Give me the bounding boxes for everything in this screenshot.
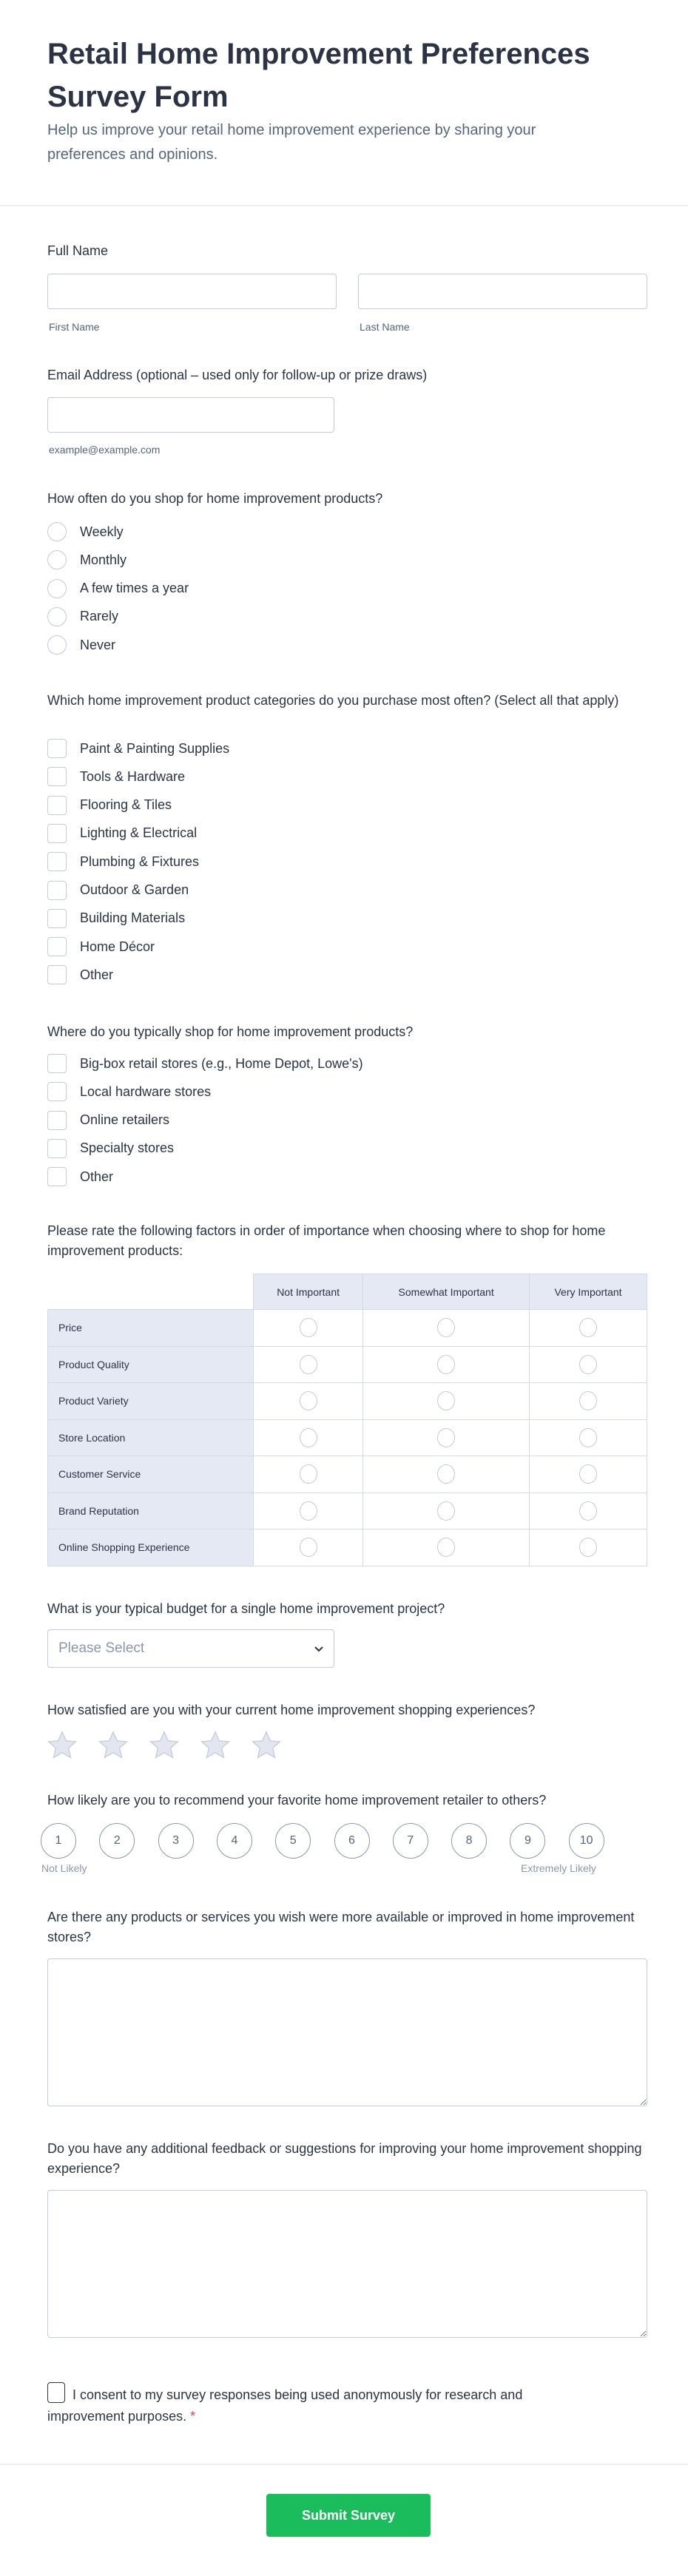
matrix-radio[interactable]: [300, 1538, 317, 1557]
star-icon[interactable]: [98, 1730, 129, 1761]
nps-option[interactable]: 8: [451, 1823, 487, 1859]
matrix-radio[interactable]: [300, 1428, 317, 1447]
matrix-row-label: Customer Service: [48, 1456, 254, 1493]
star-icon[interactable]: [200, 1730, 231, 1761]
matrix-label: Please rate the following factors in order of importance when choosing where to shop for home improvement products:: [47, 1223, 606, 1258]
nps-option[interactable]: 1: [41, 1823, 76, 1859]
last-name-input[interactable]: [358, 274, 647, 309]
matrix-radio[interactable]: [437, 1318, 455, 1337]
nps-option[interactable]: 10: [569, 1823, 604, 1859]
budget-select-value: Please Select: [58, 1640, 145, 1656]
categories-option[interactable]: [47, 765, 185, 788]
matrix-row: [48, 1529, 647, 1566]
checkbox[interactable]: [47, 852, 67, 871]
categories-option[interactable]: [47, 794, 172, 817]
page-title: Retail Home Improvement Preferences Survey Form: [47, 38, 590, 113]
matrix-radio[interactable]: [579, 1391, 597, 1410]
last-name-sublabel: Last Name: [360, 321, 410, 333]
option-label: Local hardware stores: [80, 1084, 212, 1099]
matrix-cell: [254, 1456, 363, 1493]
categories-option[interactable]: [47, 737, 229, 760]
matrix-corner: [48, 1274, 254, 1310]
matrix-row: [48, 1383, 647, 1420]
where-option[interactable]: [47, 1109, 169, 1132]
categories-label: Which home improvement product categories do you purchase most often? (Select all that apply): [47, 693, 619, 708]
products-label: Are there any products or services you wish were more available or improved in home improvement stores?: [47, 1910, 635, 1944]
matrix-row-label: Product Variety: [48, 1383, 254, 1420]
option-label: Building Materials: [80, 910, 186, 926]
checkbox[interactable]: [47, 909, 67, 928]
categories-option[interactable]: [47, 964, 113, 986]
option-label: Rarely: [80, 609, 119, 624]
email-label: Email Address (optional – used only for follow-up or prize draws): [47, 368, 428, 382]
matrix-row-label: Product Quality: [48, 1346, 254, 1383]
checkbox[interactable]: [47, 1167, 67, 1186]
frequency-option[interactable]: [47, 549, 127, 571]
radio-button[interactable]: [47, 579, 67, 598]
feedback-label: Do you have any additional feedback or suggestions for improving your home improvement shopping experience?: [47, 2141, 642, 2176]
matrix-radio[interactable]: [437, 1391, 455, 1410]
star-icon[interactable]: [47, 1730, 78, 1761]
matrix-cell: [530, 1492, 647, 1529]
where-option[interactable]: [47, 1137, 174, 1160]
matrix-row-label: Brand Reputation: [48, 1492, 254, 1529]
checkbox[interactable]: [47, 767, 67, 786]
option-label: Home Décor: [80, 939, 155, 954]
matrix-cell: [254, 1419, 363, 1456]
matrix-column-header: Very Important: [530, 1274, 647, 1310]
where-option[interactable]: [47, 1081, 211, 1103]
categories-option[interactable]: [47, 879, 189, 902]
consent-label: I consent to my survey responses being used anonymously for research and improvement purposes.: [47, 2387, 523, 2424]
matrix-cell: [254, 1310, 363, 1347]
matrix-radio[interactable]: [437, 1428, 455, 1447]
matrix-row-label: Store Location: [48, 1419, 254, 1456]
frequency-option[interactable]: [47, 634, 115, 656]
nps-option[interactable]: 7: [393, 1823, 428, 1859]
categories-option[interactable]: [47, 822, 197, 845]
matrix-radio[interactable]: [579, 1355, 597, 1374]
nps-option[interactable]: 5: [275, 1823, 311, 1859]
where-option[interactable]: [47, 1166, 113, 1188]
matrix-row: [48, 1492, 647, 1529]
nps-high-label: Extremely Likely: [521, 1862, 596, 1874]
matrix-cell: [530, 1310, 647, 1347]
matrix-cell: [363, 1492, 530, 1529]
option-label: Never: [80, 637, 116, 652]
budget-label: What is your typical budget for a single home improvement project?: [47, 1601, 445, 1616]
matrix-radio[interactable]: [579, 1501, 597, 1521]
matrix-cell: [530, 1383, 647, 1420]
page-description: Help us improve your retail home improvement experience by sharing your preferences and opinions.: [47, 122, 536, 163]
checkbox[interactable]: [47, 965, 67, 984]
star-icon[interactable]: [149, 1730, 180, 1761]
first-name-input[interactable]: [47, 274, 337, 309]
matrix-radio[interactable]: [579, 1428, 597, 1447]
matrix-cell: [254, 1529, 363, 1566]
checkbox[interactable]: [47, 1082, 67, 1101]
budget-select[interactable]: [47, 1629, 334, 1668]
feedback-textarea[interactable]: [47, 2190, 647, 2338]
frequency-option[interactable]: [47, 521, 124, 543]
nps-low-label: Not Likely: [41, 1862, 87, 1874]
importance-matrix: [47, 1274, 647, 1566]
checkbox[interactable]: [47, 881, 67, 900]
matrix-cell: [530, 1419, 647, 1456]
option-label: Paint & Painting Supplies: [80, 740, 230, 756]
nps-option[interactable]: 3: [158, 1823, 194, 1859]
matrix-row-label: Price: [48, 1310, 254, 1347]
required-mark: *: [190, 2409, 196, 2424]
frequency-label: How often do you shop for home improvement products?: [47, 491, 383, 506]
option-label: Lighting & Electrical: [80, 825, 198, 841]
matrix-row: [48, 1346, 647, 1383]
matrix-column-header: Somewhat Important: [363, 1274, 530, 1310]
matrix-column-header: Not Important: [254, 1274, 363, 1310]
matrix-radio[interactable]: [437, 1464, 455, 1484]
option-label: Plumbing & Fixtures: [80, 853, 200, 869]
nps-option[interactable]: 9: [510, 1823, 545, 1859]
matrix-cell: [530, 1346, 647, 1383]
matrix-radio[interactable]: [437, 1501, 455, 1521]
matrix-cell: [254, 1383, 363, 1420]
matrix-cell: [363, 1456, 530, 1493]
checkbox[interactable]: [47, 1139, 67, 1158]
consent-field: [47, 2382, 595, 2427]
categories-option[interactable]: [47, 851, 199, 873]
matrix-radio[interactable]: [437, 1538, 455, 1557]
star-icon[interactable]: [251, 1730, 282, 1761]
matrix-cell: [254, 1492, 363, 1529]
header-divider: [0, 205, 688, 206]
nps-option[interactable]: 6: [334, 1823, 370, 1859]
chevron-down-icon: [314, 1640, 323, 1657]
radio-button[interactable]: [47, 635, 67, 655]
where-option[interactable]: [47, 1052, 363, 1075]
categories-option[interactable]: [47, 936, 155, 958]
checkbox[interactable]: [47, 739, 67, 758]
matrix-row: [48, 1419, 647, 1456]
checkbox[interactable]: [47, 1054, 67, 1073]
matrix-radio[interactable]: [437, 1355, 455, 1374]
option-label: Outdoor & Garden: [80, 882, 189, 897]
radio-button[interactable]: [47, 522, 67, 541]
option-label: A few times a year: [80, 581, 189, 596]
submit-button[interactable]: Submit Survey: [266, 2494, 431, 2537]
satisfaction-label: How satisfied are you with your current home improvement shopping experiences?: [47, 1703, 536, 1717]
matrix-row-label: Online Shopping Experience: [48, 1529, 254, 1566]
radio-button[interactable]: [47, 607, 67, 626]
nps-option[interactable]: 4: [217, 1823, 252, 1859]
matrix-radio[interactable]: [300, 1464, 317, 1484]
option-label: Other: [80, 967, 114, 982]
consent-checkbox[interactable]: [47, 2382, 65, 2403]
matrix-cell: [530, 1456, 647, 1493]
checkbox[interactable]: [47, 1111, 67, 1130]
first-name-sublabel: First Name: [49, 321, 100, 333]
matrix-row: [48, 1310, 647, 1347]
matrix-radio[interactable]: [300, 1391, 317, 1410]
email-sublabel: example@example.com: [49, 444, 161, 456]
categories-option[interactable]: [47, 907, 185, 930]
option-label: Tools & Hardware: [80, 768, 186, 784]
matrix-cell: [530, 1529, 647, 1566]
option-label: Other: [80, 1169, 114, 1184]
option-label: Online retailers: [80, 1112, 170, 1128]
nps-option[interactable]: 2: [99, 1823, 135, 1859]
matrix-radio[interactable]: [300, 1318, 317, 1337]
matrix-row: [48, 1456, 647, 1493]
where-label: Where do you typically shop for home improvement products?: [47, 1024, 414, 1039]
option-label: Monthly: [80, 552, 127, 567]
matrix-cell: [363, 1529, 530, 1566]
option-label: Weekly: [80, 524, 124, 539]
checkbox[interactable]: [47, 824, 67, 843]
option-label: Flooring & Tiles: [80, 797, 172, 813]
products-textarea[interactable]: [47, 1958, 647, 2106]
matrix-radio[interactable]: [300, 1355, 317, 1374]
matrix-cell: [363, 1346, 530, 1383]
matrix-cell: [254, 1346, 363, 1383]
radio-button[interactable]: [47, 550, 67, 569]
checkbox[interactable]: [47, 796, 67, 815]
matrix-radio[interactable]: [579, 1318, 597, 1337]
full-name-label: Full Name: [47, 243, 109, 258]
recommend-label: How likely are you to recommend your favorite home improvement retailer to others?: [47, 1793, 547, 1808]
matrix-cell: [363, 1383, 530, 1420]
email-input[interactable]: [47, 397, 334, 433]
matrix-cell: [363, 1310, 530, 1347]
matrix-radio[interactable]: [579, 1538, 597, 1557]
checkbox[interactable]: [47, 937, 67, 956]
matrix-radio[interactable]: [579, 1464, 597, 1484]
footer-divider: [0, 2464, 688, 2465]
matrix-cell: [363, 1419, 530, 1456]
frequency-option[interactable]: [47, 578, 189, 600]
option-label: Specialty stores: [80, 1140, 175, 1156]
matrix-radio[interactable]: [300, 1501, 317, 1521]
option-label: Big-box retail stores (e.g., Home Depot, Lowe's): [80, 1055, 363, 1071]
frequency-option[interactable]: [47, 606, 118, 628]
